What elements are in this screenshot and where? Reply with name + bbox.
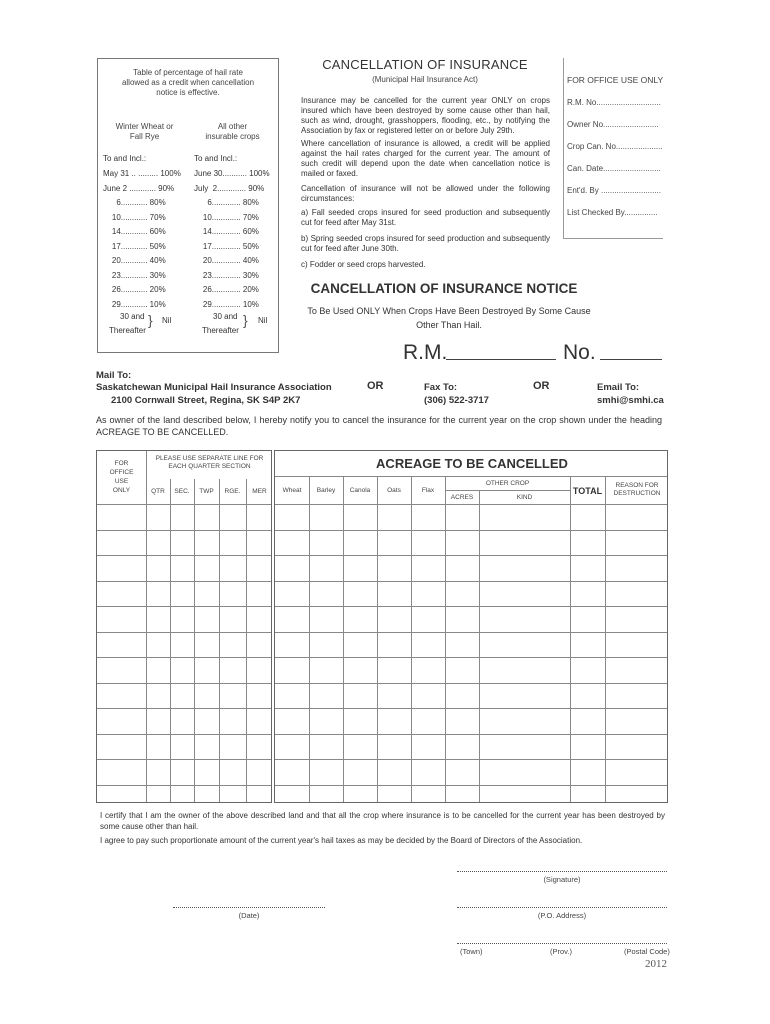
last-c1-a: 30 and — [120, 312, 145, 321]
postal-code-label: (Postal Code) — [624, 947, 670, 956]
brace-2: } — [243, 312, 248, 328]
signature-line[interactable] — [457, 871, 667, 872]
last-c1-b: Thereafter — [109, 326, 146, 335]
signature-label: (Signature) — [543, 875, 581, 884]
table-row-line — [97, 759, 271, 760]
office-entd-by[interactable]: Ent'd. By ........................... — [567, 186, 661, 195]
hail-row-winter-wheat: 26............ 20% — [103, 285, 166, 294]
table-row-line — [275, 785, 667, 786]
hail-row-other-crops: 10............. 70% — [194, 212, 259, 222]
nil-2: Nil — [258, 316, 268, 325]
separate-line-note-2: EACH QUARTER SECTION — [168, 463, 251, 470]
acreage-title: ACREAGE TO BE CANCELLED — [376, 456, 568, 471]
grid-header-line — [275, 504, 667, 505]
notice-line-1: To Be Used ONLY When Crops Have Been Destroyed By Some Cause — [307, 306, 591, 316]
col-oats: Oats — [387, 487, 401, 494]
hail-row-other-crops: 26............. 20% — [194, 285, 259, 294]
mail-address: 2100 Cornwall Street, Regina, SK S4P 2K7 — [111, 395, 301, 406]
body-paragraph-2: Where cancellation of insurance is allowed, a credit will be applied against the hail rates charged for the current year. The amount of such credit will depend upon the date when cancellation notice is mailed or faxed. — [301, 139, 550, 178]
to-incl-label-2: To and Incl.: — [194, 154, 238, 163]
separate-line-note-1: PLEASE USE SEPARATE LINE FOR — [155, 455, 264, 462]
hail-row-winter-wheat: 20............ 40% — [103, 256, 166, 265]
circumstance-a: a) Fall seeded crops insured for seed production and subsequently cut for feed after May 31st. — [301, 208, 550, 227]
grid-header-line — [275, 476, 667, 477]
hail-row-other-crops: 17............. 50% — [194, 241, 259, 251]
office-use-cell-line-1: FOR — [114, 460, 129, 467]
col-barley: Barley — [316, 487, 336, 494]
acreage-grid — [274, 450, 668, 803]
grid-column-line — [377, 504, 378, 802]
hail-row-winter-wheat: 14............ 60% — [103, 227, 166, 236]
email-address[interactable]: smhi@smhi.ca — [597, 395, 664, 406]
table-row-line — [275, 555, 667, 556]
certify-paragraph-1: I certify that I am the owner of the above described land and that all the crop where insurance is to be cancelled for the current year has been destroyed by some cause other than hail. — [100, 811, 665, 832]
hail-row-winter-wheat: 23............ 30% — [103, 270, 166, 280]
col-total: TOTAL — [572, 486, 603, 496]
prov-label: (Prov.) — [550, 947, 572, 956]
col-sec: SEC. — [174, 488, 190, 495]
land-location-grid — [96, 450, 272, 803]
or-separator-2: OR — [533, 380, 550, 392]
notice-title: CANCELLATION OF INSURANCE NOTICE — [310, 281, 578, 296]
last-c2-a: 30 and — [213, 312, 238, 321]
grid-column-line — [605, 504, 606, 802]
last-c2-b: Thereafter — [202, 326, 239, 335]
col-twp: TWP — [199, 488, 214, 495]
hail-row-other-crops: July 2............. 90% — [194, 183, 265, 193]
table-row-line — [97, 632, 271, 633]
hail-row-winter-wheat: 29............ 10% — [103, 299, 166, 309]
table-row-line — [97, 734, 271, 735]
grid-column-line — [219, 504, 220, 802]
hail-row-other-crops: 14............. 60% — [194, 227, 259, 236]
nil-1: Nil — [162, 316, 172, 325]
fax-label: Fax To: — [424, 382, 458, 393]
col-other-crop: OTHER CROP — [485, 480, 530, 487]
circumstance-c: c) Fodder or seed crops harvested. — [301, 260, 426, 269]
office-list-checked-by[interactable]: List Checked By............... — [567, 208, 658, 217]
office-use-title: FOR OFFICE USE ONLY — [567, 75, 664, 85]
hail-row-winter-wheat: 6............ 80% — [103, 198, 166, 207]
table-row-line — [275, 708, 667, 709]
col-kind: KIND — [516, 494, 533, 501]
town-label: (Town) — [460, 947, 483, 956]
notice-line-2: Other Than Hail. — [416, 320, 482, 330]
office-crop-can-no[interactable]: Crop Can. No..................... — [567, 142, 663, 151]
date-label: (Date) — [238, 911, 260, 920]
hail-row-other-crops: 20............. 40% — [194, 256, 259, 265]
certify-paragraph-2: I agree to pay such proportionate amount of the current year's hail taxes as may be decided by the Board of Directors of the Association. — [100, 836, 583, 845]
office-use-box — [563, 58, 663, 239]
winter-wheat-head-1: Winter Wheat or — [115, 122, 174, 131]
grid-column-line — [246, 504, 247, 802]
to-incl-label-1: To and Incl.: — [103, 154, 147, 163]
circumstance-b: b) Spring seeded crops insured for seed production and subsequently cut for feed after June 30th. — [301, 234, 550, 253]
form-year: 2012 — [645, 958, 667, 970]
page-title: CANCELLATION OF INSURANCE — [322, 57, 528, 72]
other-crop-divider — [445, 490, 570, 491]
col-flax: Flax — [421, 487, 435, 494]
col-qtr: QTR — [151, 488, 165, 495]
grid-column-line — [445, 504, 446, 802]
office-use-cell-line-2: OFFICE — [109, 469, 134, 476]
grid-column-line — [411, 504, 412, 802]
table-row-line — [275, 683, 667, 684]
grid-column-line — [170, 504, 171, 802]
table-row-line — [275, 581, 667, 582]
table-row-line — [97, 785, 271, 786]
po-address-label: (P.O. Address) — [537, 911, 587, 920]
office-owner-no[interactable]: Owner No......................... — [567, 120, 659, 129]
col-mer: MER — [252, 488, 267, 495]
grid-header-line — [97, 504, 271, 505]
owner-instruction: As owner of the land described below, I hereby notify you to cancel the insurance for the current year on the crop shown under the heading ACREAGE TO BE CANCELLED. — [96, 415, 662, 438]
table-row-line — [97, 657, 271, 658]
fax-number[interactable]: (306) 522-3717 — [424, 395, 489, 406]
col-acres: ACRES — [450, 494, 474, 501]
date-line[interactable] — [173, 907, 325, 908]
col-wheat: Wheat — [282, 487, 302, 494]
grid-column-line — [146, 504, 147, 802]
col-rge: RGE. — [224, 488, 241, 495]
hail-caption-line-1: Table of percentage of hail rate — [133, 68, 243, 77]
mail-to-label: Mail To: — [96, 370, 132, 381]
hail-caption-line-3: notice is effective. — [156, 88, 220, 97]
office-use-cell-line-3: USE — [114, 478, 129, 485]
table-row-line — [97, 530, 271, 531]
hail-row-other-crops: June 30........... 100% — [194, 169, 270, 178]
col-reason-1: REASON FOR — [615, 482, 659, 489]
grid-column-line — [479, 504, 480, 802]
hail-caption-line-2: allowed as a credit when cancellation — [121, 78, 255, 87]
table-row-line — [275, 606, 667, 607]
body-paragraph-3: Cancellation of insurance will not be allowed under the following circumstances: — [301, 184, 550, 203]
hail-row-winter-wheat: 17............ 50% — [103, 241, 166, 251]
table-row-line — [275, 734, 667, 735]
hail-row-winter-wheat: June 2 ............ 90% — [103, 183, 175, 193]
brace-1: } — [148, 312, 153, 328]
or-separator-1: OR — [367, 380, 384, 392]
hail-row-winter-wheat: May 31 .. ......... 100% — [103, 169, 181, 178]
office-can-date[interactable]: Can. Date.......................... — [567, 164, 661, 173]
rm-label: R.M. — [403, 341, 448, 364]
table-row-line — [275, 657, 667, 658]
col-reason-2: DESTRUCTION — [613, 490, 661, 497]
table-row-line — [275, 759, 667, 760]
no-input-line[interactable] — [600, 359, 662, 360]
office-rm-no[interactable]: R.M. No............................. — [567, 98, 661, 107]
hail-rate-table — [97, 58, 279, 353]
hail-row-other-crops: 6............. 80% — [194, 198, 259, 207]
office-use-cell-line-4: ONLY — [112, 487, 131, 494]
email-label: Email To: — [597, 382, 640, 393]
body-paragraph-1: Insurance may be cancelled for the current year ONLY on crops insured which have been destroyed by some cause other than hail, such as wind, drought, grasshoppers, flooding, etc., by notifying the Association by fax or registered letter on or before July 29th. — [301, 96, 550, 135]
table-row-line — [97, 683, 271, 684]
hail-row-winter-wheat: 10............ 70% — [103, 212, 166, 222]
table-row-line — [97, 708, 271, 709]
table-row-line — [97, 581, 271, 582]
rm-input-line[interactable] — [446, 359, 556, 360]
grid-column-line — [570, 504, 571, 802]
grid-column-line — [194, 504, 195, 802]
hail-row-other-crops: 23............. 30% — [194, 270, 259, 280]
page-subtitle: (Municipal Hail Insurance Act) — [372, 75, 478, 84]
col-canola: Canola — [349, 487, 371, 494]
table-row-line — [97, 606, 271, 607]
no-label: No. — [563, 341, 596, 364]
table-row-line — [275, 530, 667, 531]
table-row-line — [97, 555, 271, 556]
other-crops-head-1: All other — [217, 122, 248, 131]
hail-row-other-crops: 29............. 10% — [194, 299, 259, 309]
po-address-line[interactable] — [457, 907, 667, 908]
grid-column-line — [343, 504, 344, 802]
winter-wheat-head-2: Fall Rye — [129, 132, 160, 141]
town-line[interactable] — [457, 943, 667, 944]
other-crops-head-2: insurable crops — [205, 132, 260, 141]
mail-org: Saskatchewan Municipal Hail Insurance Association — [96, 382, 332, 393]
grid-column-line — [309, 504, 310, 802]
table-row-line — [275, 632, 667, 633]
